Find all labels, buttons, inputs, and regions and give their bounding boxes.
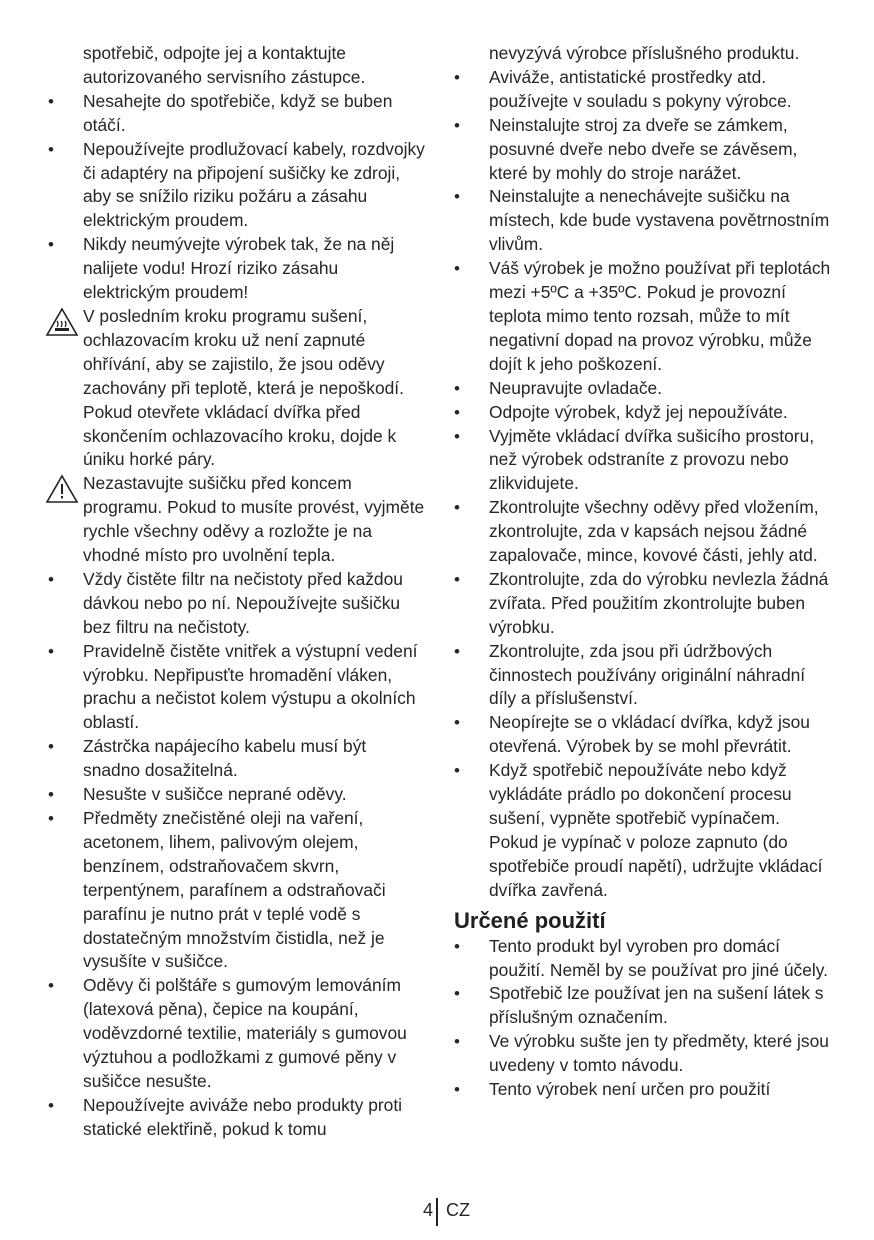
bullet-icon: • <box>48 976 54 996</box>
list-item <box>46 1094 426 1142</box>
item-text: spotřebič, odpojte jej a kontaktujte autorizovaného servisního zástupce. <box>83 43 366 87</box>
list-item <box>452 759 832 902</box>
left-column <box>46 42 426 1142</box>
bullet-icon: • <box>48 235 54 255</box>
bullet-icon: • <box>454 761 460 781</box>
item-text: Zkontrolujte, zda do výrobku nevlezla žádná zvířata. Před použitím zkontrolujte buben výrobku. <box>489 568 829 637</box>
bullet-icon: • <box>454 641 460 661</box>
item-text: Oděvy či polštáře s gumovým lemováním (latexová pěna), čepice na koupání, voděvzdorné textilie, materiály s gumovou výztuhou a podložkami z gumové pěny v sušičce nesušte. <box>83 975 407 1091</box>
list-item <box>452 982 832 1030</box>
bullet-icon: • <box>454 713 460 733</box>
list-item <box>46 472 426 568</box>
bullet-icon: • <box>48 139 54 159</box>
list-item <box>46 305 426 472</box>
item-text: Aviváže, antistatické prostředky atd. používejte v souladu s pokyny výrobce. <box>489 66 792 111</box>
bullet-icon: • <box>454 569 460 589</box>
list-item <box>46 568 426 640</box>
list-item <box>452 257 832 377</box>
item-text: Tento produkt byl vyroben pro domácí použití. Neměl by se používat pro jiné účely. <box>489 935 828 980</box>
item-text: Neinstalujte a nenechávejte sušičku na místech, kde bude vystavena povětrnostním vlivům. <box>489 186 830 255</box>
bullet-icon: • <box>48 1095 54 1115</box>
item-text: Zkontrolujte, zda jsou při údržbových činnostech používány originální náhradní díly a příslušenství. <box>489 640 806 709</box>
language-code: CZ <box>446 1200 470 1220</box>
item-text: Ve výrobku sušte jen ty předměty, které jsou uvedeny v tomto návodu. <box>489 1031 829 1076</box>
list-item <box>46 640 426 736</box>
footer-divider <box>436 1198 438 1226</box>
item-text: Nepoužívejte aviváže nebo produkty proti statické elektřině, pokud k tomu <box>83 1094 403 1139</box>
item-text: Zástrčka napájecího kabelu musí být snadno dosažitelná. <box>83 736 367 781</box>
item-text: Tento výrobek není určen pro použití <box>489 1079 771 1100</box>
continued-text <box>46 42 426 90</box>
item-text: Když spotřebič nepoužíváte nebo když vykládáte prádlo po dokončení procesu sušení, vypněte spotřebič vypínačem. Pokud je vypínač v poloze zapnuto (do spotřebiče proudí napětí), udržujte vkládací dvířka zavřená. <box>489 760 823 900</box>
item-text: Předměty znečistěné oleji na vaření, acetonem, lihem, palivovým olejem, benzínem, odstraňovačem skvrn, terpentýnem, parafínem a odstraňovači parafínu je nutno prát v teplé vodě s dostatečným množstvím čistidla, než je vysušíte v sušičce. <box>83 808 386 972</box>
list-item <box>452 568 832 640</box>
bullet-icon: • <box>454 402 460 422</box>
list-item <box>46 138 426 234</box>
item-text: Nesušte v sušičce neprané oděvy. <box>83 784 347 805</box>
bullet-icon: • <box>454 67 460 87</box>
list-item <box>452 935 832 983</box>
right-column <box>452 42 832 1102</box>
hot-surface-warning-icon <box>45 307 79 337</box>
page-footer <box>0 1198 874 1226</box>
item-text: Nikdy neumývejte výrobek tak, že na něj nalijete vodu! Hrozí riziko zásahu elektrickým proudem! <box>83 234 395 303</box>
item-text: nevyzývá výrobce příslušného produktu. <box>489 43 800 63</box>
item-text: Vždy čistěte filtr na nečistoty před každou dávkou nebo po ní. Nepoužívejte sušičku bez filtru na nečistoty. <box>83 568 403 637</box>
bullet-icon: • <box>48 785 54 805</box>
bullet-icon: • <box>454 498 460 518</box>
bullet-icon: • <box>454 984 460 1004</box>
list-item <box>46 807 426 974</box>
item-text: Neupravujte ovladače. <box>489 377 663 398</box>
list-item <box>452 496 832 568</box>
bullet-icon: • <box>454 115 460 135</box>
bullet-icon: • <box>48 569 54 589</box>
item-text: Zkontrolujte všechny oděvy před vložením, zkontrolujte, zda v kapsách nejsou žádné zapalovače, mince, kovové části, jehly atd. <box>489 497 819 566</box>
bullet-icon: • <box>48 809 54 828</box>
page-number: 4 <box>422 1200 433 1220</box>
list-item <box>452 401 832 425</box>
section-heading: Určené použití <box>454 907 606 933</box>
bullet-icon: • <box>454 426 460 446</box>
item-text: Vyjměte vkládací dvířka sušicího prostoru, než výrobek odstraníte z provozu nebo zlikvidujete. <box>489 425 815 494</box>
list-item <box>452 640 832 712</box>
bullet-icon: • <box>454 1032 460 1052</box>
bullet-icon: • <box>454 187 460 207</box>
right-list-2 <box>452 935 832 1102</box>
list-item <box>46 90 426 138</box>
list-item <box>46 783 426 807</box>
continued-text <box>452 42 832 66</box>
list-item <box>46 735 426 783</box>
warning-triangle-icon <box>45 474 79 504</box>
list-item <box>46 974 426 1094</box>
bullet-icon: • <box>48 737 54 757</box>
list-item <box>452 114 832 186</box>
bullet-icon: • <box>48 91 54 111</box>
list-item <box>452 1030 832 1078</box>
list-item <box>452 66 832 114</box>
list-item <box>46 233 426 305</box>
bullet-icon: • <box>48 641 54 661</box>
item-text: Nesahejte do spotřebiče, když se buben otáčí. <box>83 90 393 135</box>
item-text: Nezastavujte sušičku před koncem programu. Pokud to musíte provést, vyjměte rychle všechny oděvy a rozložte je na vhodné místo pro uvolnění tepla. <box>83 473 425 566</box>
list-item <box>452 711 832 759</box>
item-text: Spotřebič lze používat jen na sušení látek s příslušným označením. <box>489 983 824 1028</box>
item-text: Nepoužívejte prodlužovací kabely, rozdvojky či adaptéry na připojení sušičky ke zdroji, aby se snížilo riziku požáru a zásahu elektrickým proudem. <box>83 138 425 231</box>
list-item <box>452 377 832 401</box>
item-text: Neinstalujte stroj za dveře se zámkem, posuvné dveře nebo dveře se závěsem, které by mohly do stroje narážet. <box>489 114 798 183</box>
bullet-icon: • <box>454 378 460 398</box>
item-text: Odpojte výrobek, když jej nepoužíváte. <box>489 401 788 422</box>
list-item <box>452 185 832 257</box>
right-list-1 <box>452 42 832 903</box>
list-item <box>452 1078 832 1102</box>
item-text: Váš výrobek je možno používat při teplotách mezi +5ºC a +35ºC. Pokud je provozní teplota mimo tento rozsah, může to mít negativní dopad na provoz výrobku, může dojít k jeho poškození. <box>489 258 831 374</box>
item-text: Neopírejte se o vkládací dvířka, když jsou otevřená. Výrobek by se mohl převrátit. <box>489 712 810 757</box>
bullet-icon: • <box>454 259 460 279</box>
list-item <box>452 425 832 497</box>
item-text: Pravidelně čistěte vnitřek a výstupní vedení výrobku. Nepřipusťte hromadění vláken, prachu a nečistot kolem výstupu a okolních oblastí. <box>83 640 418 733</box>
bullet-icon: • <box>454 936 460 956</box>
bullet-icon: • <box>454 1080 460 1100</box>
item-text: V posledním kroku programu sušení, ochlazovacím kroku už není zapnuté ohřívání, aby se zajistilo, že jsou oděvy zachovány při teplotě, která je nepoškodí. Pokud otevřete vkládací dvířka před skončením ochlazovacího kroku, dojde k úniku horké páry. <box>83 305 404 470</box>
